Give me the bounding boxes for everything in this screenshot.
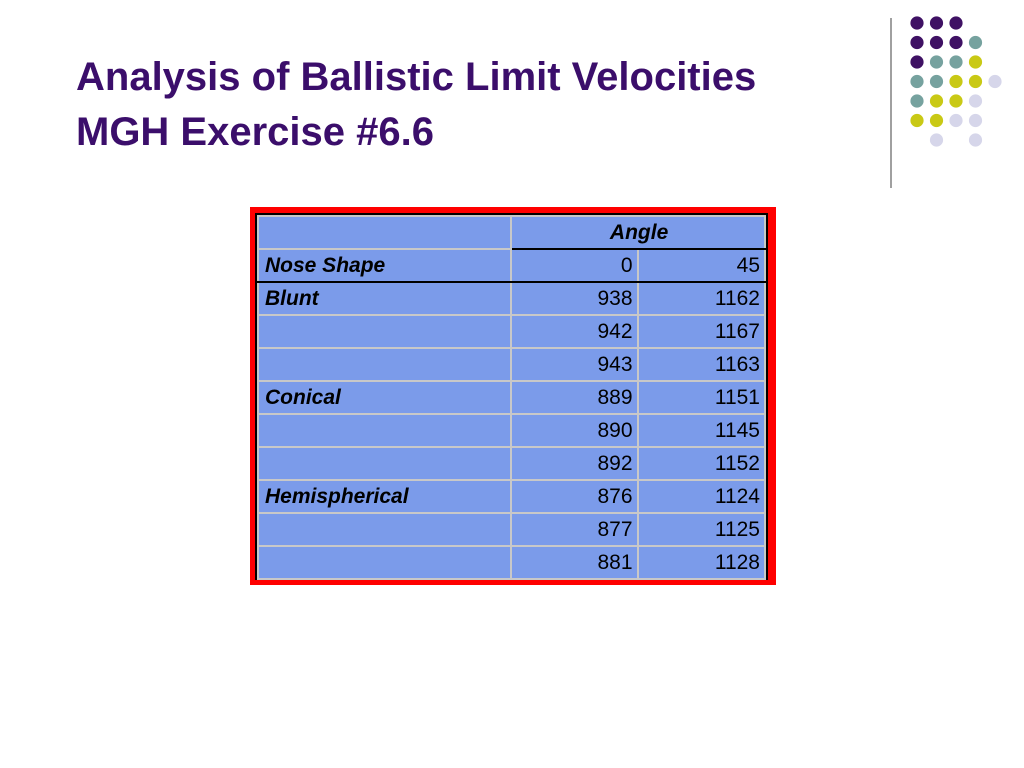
empty-header-cell [258, 216, 511, 249]
decorative-dot [949, 75, 962, 88]
table-row [258, 381, 765, 414]
angle-45-value: 1145 [638, 414, 765, 447]
table-subheader-row [258, 249, 765, 282]
angle-0-value: 890 [511, 414, 637, 447]
decorative-dot [910, 16, 923, 29]
decorative-dot [969, 75, 982, 88]
nose-shape-cell: Hemispherical [258, 480, 511, 513]
angle-45-value: 1163 [638, 348, 765, 381]
table-row [258, 480, 765, 513]
decorative-dot [969, 114, 982, 127]
angle-0-value: 881 [511, 546, 637, 579]
angle-45-value: 1124 [638, 480, 765, 513]
decorative-dot [910, 114, 923, 127]
decorative-dot [930, 36, 943, 49]
table-row [258, 282, 765, 315]
decorative-dot [969, 36, 982, 49]
decorative-dot [930, 75, 943, 88]
angle-45-value: 1162 [638, 282, 765, 315]
nose-shape-cell [258, 447, 511, 480]
decorative-dot [949, 36, 962, 49]
table-header-row [258, 216, 765, 249]
decorative-dot [969, 55, 982, 68]
decorative-dot [969, 133, 982, 146]
angle-45-value: 1125 [638, 513, 765, 546]
slide-title [76, 50, 876, 160]
velocity-table-grid [257, 215, 766, 580]
decorative-dot [949, 114, 962, 127]
nose-shape-cell [258, 546, 511, 579]
nose-shape-cell: Conical [258, 381, 511, 414]
angle-0-value: 876 [511, 480, 637, 513]
nose-shape-cell: Blunt [258, 282, 511, 315]
nose-shape-header: Nose Shape [258, 249, 511, 282]
decorative-dot [930, 114, 943, 127]
table-row [258, 546, 765, 579]
decorative-dot [969, 94, 982, 107]
angle-45-value: 1151 [638, 381, 765, 414]
table-row [258, 513, 765, 546]
table-row [258, 315, 765, 348]
decorative-dot [930, 94, 943, 107]
angle-0-value: 889 [511, 381, 637, 414]
nose-shape-cell [258, 315, 511, 348]
angle-0-value: 938 [511, 282, 637, 315]
decorative-dot [910, 75, 923, 88]
slide-title-line2: MGH Exercise #6.6 [76, 110, 434, 154]
decorative-dot [910, 36, 923, 49]
angle-45-header: 45 [638, 249, 765, 282]
angle-0-value: 892 [511, 447, 637, 480]
angle-0-header: 0 [511, 249, 637, 282]
decorative-dot [949, 16, 962, 29]
decorative-dot [988, 75, 1001, 88]
angle-45-value: 1128 [638, 546, 765, 579]
decorative-dot [930, 55, 943, 68]
decorative-dot [930, 133, 943, 146]
table-row [258, 447, 765, 480]
angle-group-header: Angle [511, 216, 765, 249]
nose-shape-cell [258, 513, 511, 546]
decorative-dot [930, 16, 943, 29]
angle-0-value: 877 [511, 513, 637, 546]
table-row [258, 348, 765, 381]
decorative-dot [910, 94, 923, 107]
velocity-table [255, 213, 768, 580]
nose-shape-cell [258, 414, 511, 447]
decorative-dot [910, 55, 923, 68]
slide-title-line1: Analysis of Ballistic Limit Velocities [76, 55, 757, 99]
angle-0-value: 942 [511, 315, 637, 348]
decorative-dot [949, 55, 962, 68]
decorative-dot [949, 94, 962, 107]
angle-0-value: 943 [511, 348, 637, 381]
nose-shape-cell [258, 348, 511, 381]
table-row [258, 414, 765, 447]
angle-45-value: 1167 [638, 315, 765, 348]
angle-45-value: 1152 [638, 447, 765, 480]
